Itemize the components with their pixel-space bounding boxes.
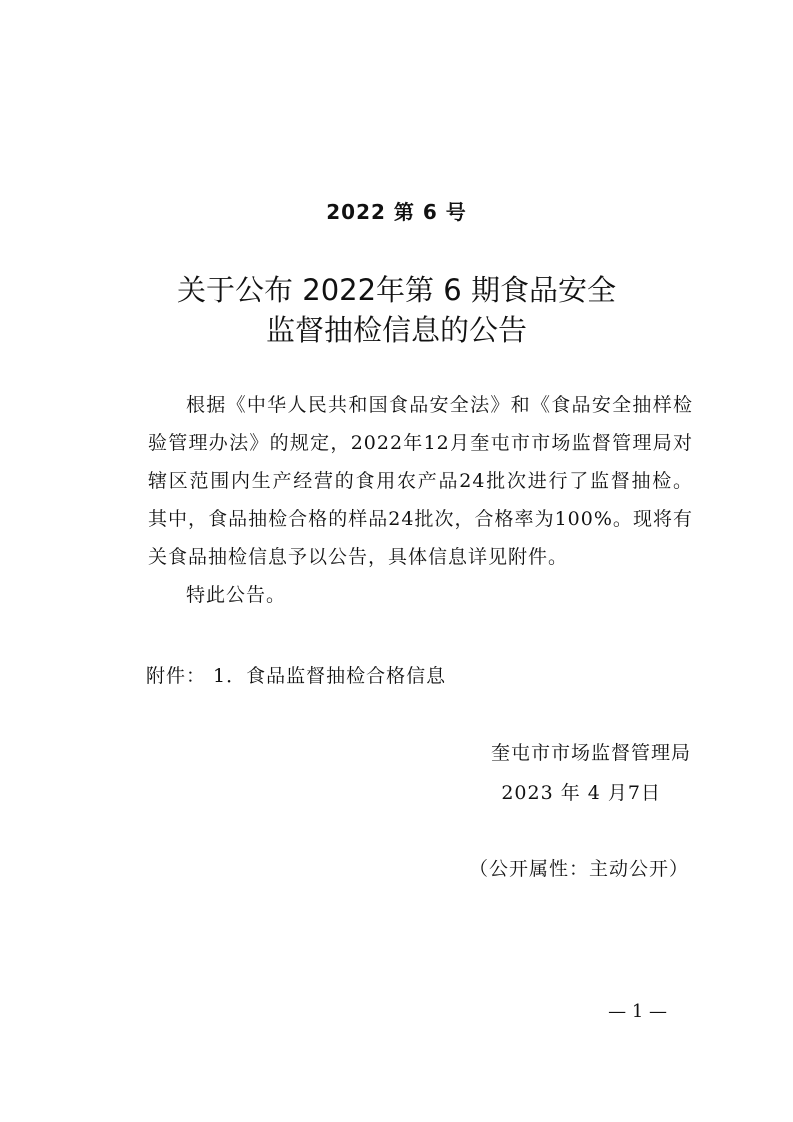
title-line-2: 监督抽检信息的公告 [265,313,527,347]
page-number: — 1 — [608,1001,667,1022]
document-number: 2022 第 6 号 [326,200,467,224]
document-body [148,386,693,614]
issue-date: 2023 年 4 月7日 [501,782,661,804]
issuing-authority: 奎屯市市场监督管理局 [490,742,691,764]
disclosure-attribute: （公开属性：主动公开） [468,858,689,880]
body-paragraph: 根据《中华人民共和国食品安全法》和《食品安全抽样检验管理办法》的规定，2022年12月奎屯市市场监督管理局对辖区范围内生产经营的食用农产品24批次进行了监督抽检。其中，食品抽检合格的样品24批次，合格率为100%。现将有关食品抽检信息予以公告，具体信息详见附件。 [148,394,693,568]
document-title [0,270,793,350]
closing-paragraph: 特此公告。 [186,584,287,606]
attachment-line: 附件： 1．食品监督抽检合格信息 [146,665,447,687]
title-line-1: 关于公布 2022年第 6 期食品安全 [177,273,616,307]
